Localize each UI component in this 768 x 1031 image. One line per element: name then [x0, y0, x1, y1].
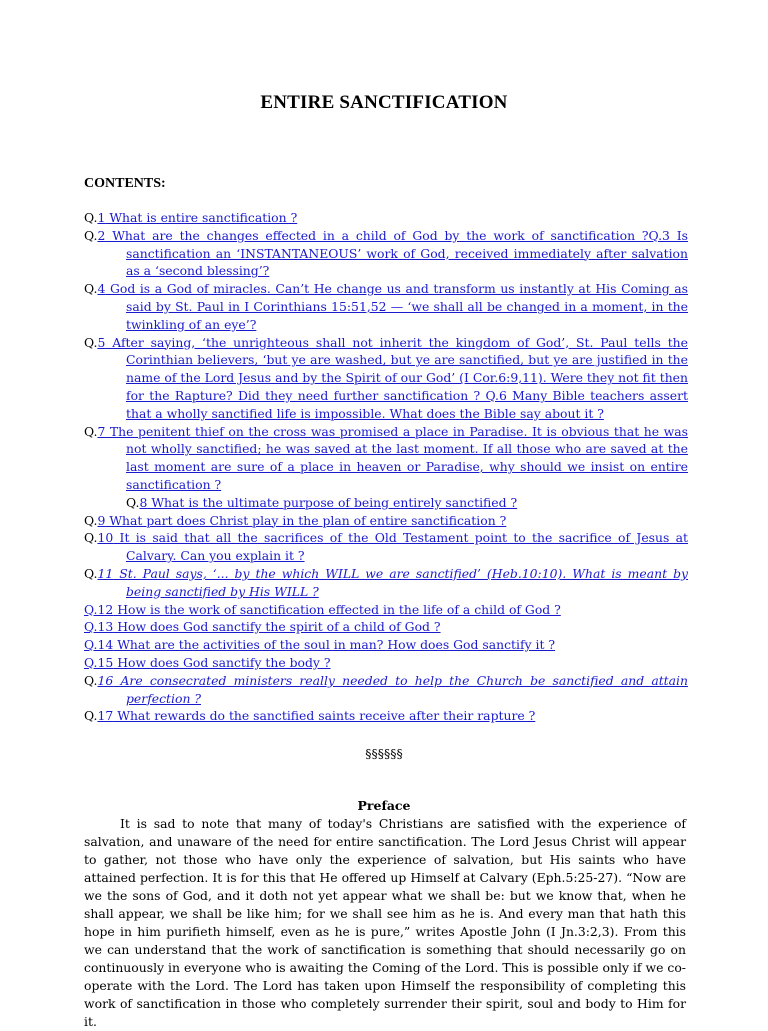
toc-link-15[interactable]: Q.15 [84, 654, 114, 670]
toc-item-16[interactable]: Q.16 Are consecrated ministers really needed to help the Church be sanctified and attain perfection ? [84, 672, 688, 706]
toc-link-text-8[interactable]: What is the ultimate purpose of being entirely sanctified ? [147, 494, 518, 510]
toc-link-17[interactable]: 17 [97, 708, 114, 724]
preface-heading: Preface [357, 798, 411, 813]
toc-link-text-12[interactable]: How is the work of sanctification effected in the life of a child of God ? [113, 601, 561, 617]
section-separator: §§§§§§ [365, 746, 403, 761]
toc-link-1[interactable]: 1 [97, 210, 106, 225]
toc-link-14[interactable]: Q.14 [84, 637, 114, 653]
toc-link-text-4[interactable]: God is a God of miracles. Can’t He change us and transform us instantly at His Coming as said by St. Paul in I Corinthians 15:51,52 — ‘we shall all be changed in a moment, in the twinkling of an eye’? [105, 281, 688, 332]
table-of-contents [84, 209, 688, 725]
toc-link-8[interactable]: 8 [139, 494, 148, 510]
toc-link-text-11[interactable]: St. Paul says, ‘... by the which WILL we are sanctified’ (Heb.10:10). What is meant by being sanctified by His WILL ? [113, 565, 688, 599]
toc-link-text-7[interactable]: The penitent thief on the cross was promised a place in Paradise. It is obvious that he was not wholly sanctified; he was saved at the last moment. If all those who are saved at the last moment are sure of a place in heaven or Paradise, why should we insist on entire sanctification ? [105, 423, 688, 492]
toc-link-text-16[interactable]: Are consecrated ministers really needed to help the Church be sanctified and attain perfection ? [113, 672, 688, 706]
toc-link-text-10[interactable]: It is said that all the sacrifices of the Old Testament point to the sacrifice of Jesus at Calvary. Can you explain it ? [113, 530, 688, 564]
toc-link-2[interactable]: 2 [97, 227, 106, 243]
toc-link-5[interactable]: 5 [97, 334, 106, 350]
toc-link-text-2[interactable]: What are the changes effected in a child of God by the work of sanctification ?Q.3 Is sanctification an ‘INSTANTANEOUS’ work of God, received immediately after salvation as a ‘second blessing’? [105, 227, 688, 279]
toc-link-text-15[interactable]: How does God sanctify the body ? [113, 654, 331, 670]
toc-link-12[interactable]: Q.12 [84, 601, 114, 617]
toc-link-11[interactable]: 11 [97, 565, 114, 581]
toc-item-9[interactable]: Q.9 What part does Christ play in the plan of entire sanctification ? [84, 512, 507, 528]
toc-link-text-1[interactable]: What is entire sanctification ? [105, 210, 298, 225]
toc-link-10[interactable]: 10 [97, 530, 114, 546]
toc-item-8[interactable]: Q.8 What is the ultimate purpose of being entirely sanctified ? [126, 494, 518, 510]
toc-link-16[interactable]: 16 [97, 672, 114, 688]
toc-link-9[interactable]: 9 [97, 512, 106, 528]
toc-item-14[interactable] [84, 636, 688, 654]
toc-link-text-9[interactable]: What part does Christ play in the plan of entire sanctification ? [105, 512, 507, 528]
toc-item-1[interactable]: Q.1 What is entire sanctification ? [84, 210, 298, 225]
toc-item-10[interactable]: Q.10 It is said that all the sacrifices of the Old Testament point to the sacrifice of Jesus at Calvary. Can you explain it ? [84, 530, 688, 564]
toc-item-2[interactable]: Q.2 What are the changes effected in a child of God by the work of sanctification ?Q.3 Is sanctification an ‘INSTANTANEOUS’ work of God, received immediately after salvation as a ‘second blessing’? [84, 227, 688, 279]
document-title: ENTIRE SANCTIFICATION [260, 92, 508, 113]
toc-link-7[interactable]: 7 [97, 423, 106, 439]
toc-item-7[interactable]: Q.7 The penitent thief on the cross was promised a place in Paradise. It is obvious that he was not wholly sanctified; he was saved at the last moment. If all those who are saved at the last moment are sure of a place in heaven or Paradise, why should we insist on entire sanctification ? [84, 423, 688, 492]
toc-link-text-14[interactable]: What are the activities of the soul in man? How does God sanctify it ? [113, 637, 556, 653]
toc-link-text-17[interactable]: What rewards do the sanctified saints receive after their rapture ? [113, 708, 536, 724]
toc-link-4[interactable]: 4 [97, 281, 106, 297]
toc-link-13[interactable]: Q.13 [84, 619, 114, 635]
toc-item-4[interactable]: Q.4 God is a God of miracles. Can’t He change us and transform us instantly at His Coming as said by St. Paul in I Corinthians 15:51,52 — ‘we shall all be changed in a moment, in the twinkling of an eye’? [84, 281, 688, 332]
toc-item-11[interactable]: Q.11 St. Paul says, ‘... by the which WILL we are sanctified’ (Heb.10:10). What is meant by being sanctified by His WILL ? [84, 565, 688, 599]
toc-item-13[interactable] [84, 618, 688, 636]
toc-link-text-5[interactable]: After saying, ‘the unrighteous shall not inherit the kingdom of God’, St. Paul tells the Corinthian believers, ‘but ye are washed, but ye are sanctified, but ye are justified in the name of the Lord Jesus and by the Spirit of our God’ (I Cor.6:9,11). Were they not fit then for the Rapture? Did they need further sanctification ? Q.6 Many Bible teachers assert that a wholly sanctified life is impossible. What does the Bible say about it ? [105, 334, 688, 421]
contents-label: CONTENTS: [84, 176, 166, 191]
preface-paragraph: It is sad to note that many of today's Christians are satisfied with the experience of salvation, and unaware of the need for entire sanctification. The Lord Jesus Christ will appear to gather, not those who have only the experience of salvation, but His saints who have attained perfection. It is for this that He offered up Himself at Calvary (Eph.5:25-27). “Now are we the sons of God, and it doth not yet appear what we shall be: but we know that, when he shall appear, we shall be like him; for we shall see him as he is. And every man that hath this hope in him purifieth himself, even as he is pure,” writes Apostle John (I Jn.3:2,3). From this we can understand that the work of sanctification is something that should necessarily go on continuously in everyone who is awaiting the Coming of the Lord. This is possible only if we co-operate with the Lord. The Lord has taken upon Himself the responsibility of completing this work of sanctification in those who completely surrender their spirit, soul and body to Him for it. [84, 816, 686, 1029]
toc-item-12[interactable] [84, 601, 688, 619]
toc-link-text-13[interactable]: How does God sanctify the spirit of a child of God ? [113, 619, 441, 635]
toc-item-15[interactable] [84, 654, 688, 672]
toc-item-5[interactable]: Q.5 After saying, ‘the unrighteous shall not inherit the kingdom of God’, St. Paul tells the Corinthian believers, ‘but ye are washed, but ye are sanctified, but ye are justified in the name of the Lord Jesus and by the Spirit of our God’ (I Cor.6:9,11). Were they not fit then for the Rapture? Did they need further sanctification ? Q.6 Many Bible teachers assert that a wholly sanctified life is impossible. What does the Bible say about it ? [84, 334, 688, 421]
toc-item-17[interactable]: Q.17 What rewards do the sanctified saints receive after their rapture ? [84, 708, 536, 724]
